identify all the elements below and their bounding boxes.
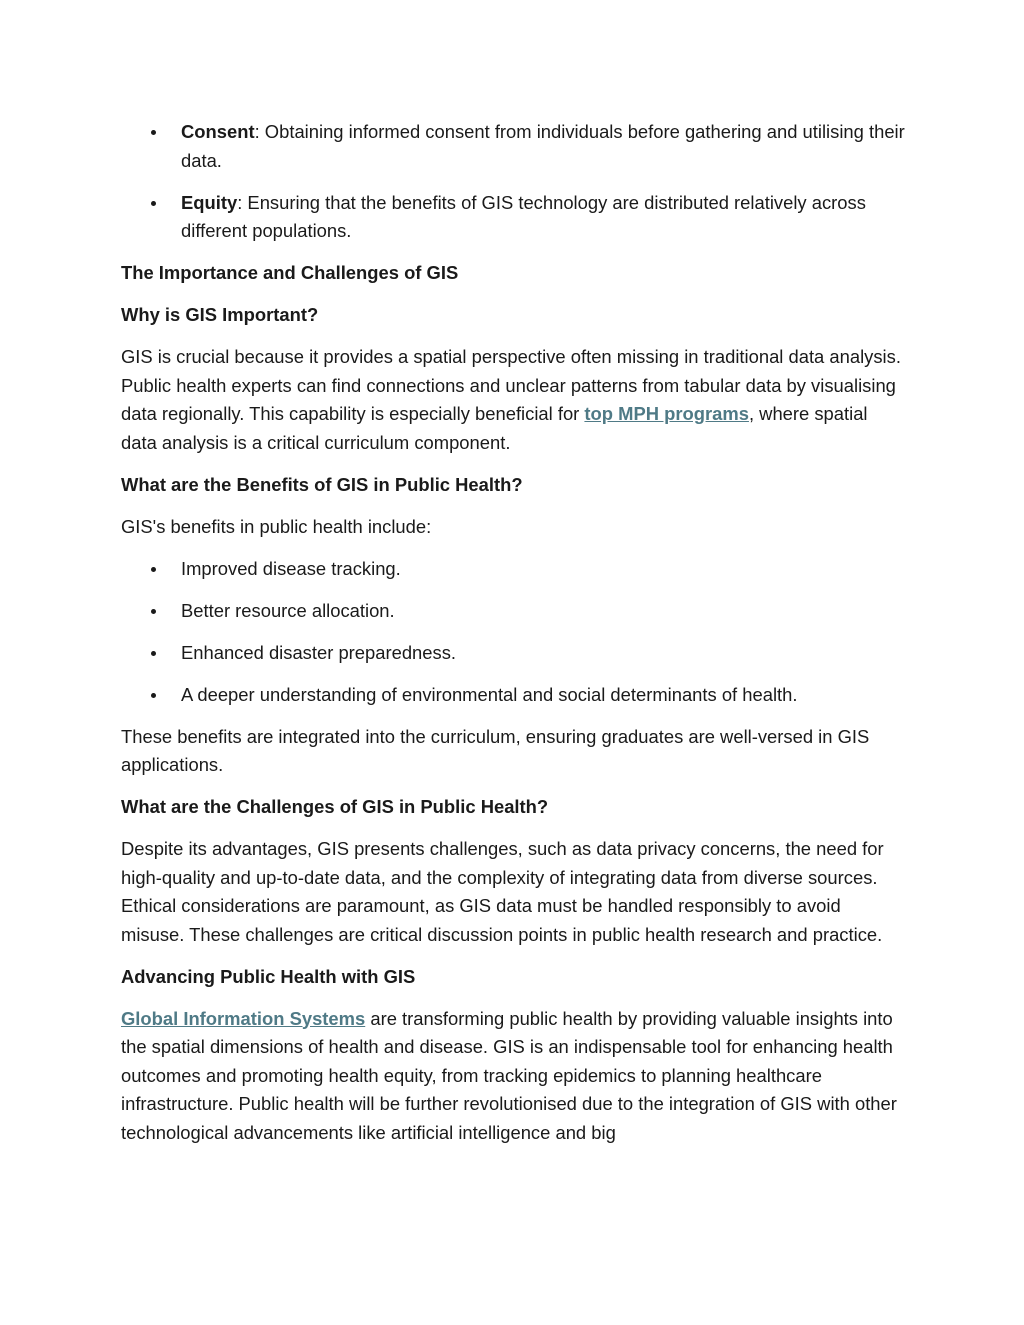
challenges-paragraph: Despite its advantages, GIS presents challenges, such as data privacy concerns, the need for high-quality and up-to-date data, and the complexity of integrating data from diverse sources. Ethical considerations are paramount, as GIS data must be handled responsibly to avoid misuse. These challenges are critical discussion points in public health research and practice. [121,838,884,945]
advancing-text: are transforming public health by providing valuable insights into the spatial dimensions of health and disease. GIS is an indispensable tool for enhancing health outcomes and promoting health equity, from tracking epidemics to planning healthcare infrastructure. Public health will be further revolutionised due to the integration of GIS with other technological advancements like artificial intelligence and big [121,1007,897,1143]
bullet-text: : Obtaining informed consent from individuals before gathering and utilising their data. [181,121,905,171]
top-mph-programs-link[interactable]: top MPH programs [584,403,749,424]
list-item [121,597,907,626]
why-text-before: GIS is crucial because it provides a spatial perspective often missing in traditional data analysis. Public health experts can find connections and unclear patterns from tabular data by visualising data regionally. This capability is especially beneficial for [121,346,901,424]
benefits-list [121,555,907,710]
challenges-heading: What are the Challenges of GIS in Public Health? [121,796,549,817]
list-item [121,555,907,584]
advancing-heading: Advancing Public Health with GIS [121,965,416,987]
benefits-outro: These benefits are integrated into the curriculum, ensuring graduates are well-versed in GIS applications. [121,725,870,775]
benefit-text: Enhanced disaster preparedness. [181,641,457,663]
bullet-icon [151,651,156,656]
list-item [121,189,907,246]
bullet-icon [151,201,156,206]
bullet-icon [151,130,156,135]
benefit-text: A deeper understanding of environmental and social determinants of health. [181,683,798,705]
bullet-icon [151,693,156,698]
bullet-icon [151,609,156,614]
benefit-text: Improved disease tracking. [181,557,401,579]
ethics-bullet-list [121,118,907,246]
advancing-paragraph [121,1005,907,1148]
document-page [121,118,907,1161]
why-heading: Why is GIS Important? [121,304,319,325]
benefit-text: Better resource allocation. [181,599,395,621]
global-information-systems-link[interactable]: Global Information Systems [121,1007,366,1029]
why-paragraph [121,343,907,457]
benefits-intro: GIS's benefits in public health include: [121,515,432,537]
list-item [121,118,907,175]
bullet-text: : Ensuring that the benefits of GIS technology are distributed relatively across different populations. [181,191,866,241]
list-item [121,681,907,710]
benefits-heading: What are the Benefits of GIS in Public Health? [121,473,523,495]
bullet-icon [151,567,156,572]
bullet-term: Consent [181,121,255,142]
why-text-after: , where spatial data analysis is a critical curriculum component. [121,403,868,453]
bullet-term: Equity [181,191,238,213]
list-item [121,639,907,668]
section-title: The Importance and Challenges of GIS [121,262,459,283]
